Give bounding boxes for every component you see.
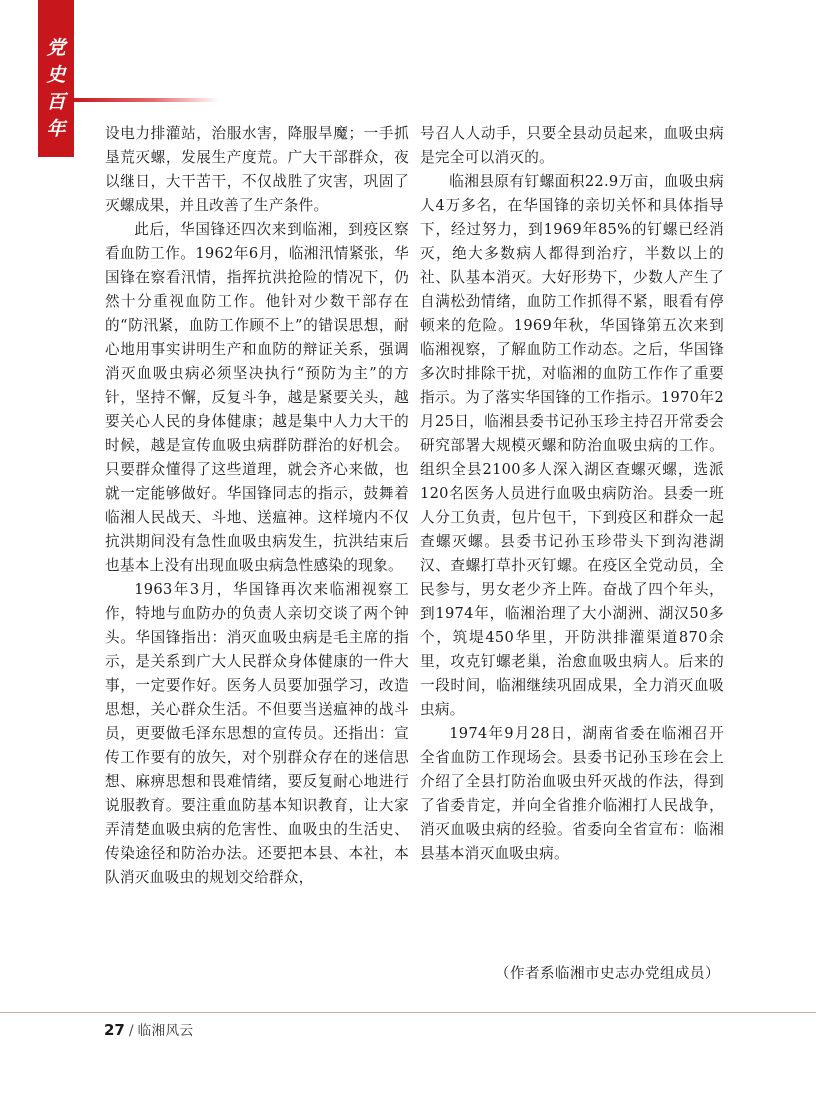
paragraph: 此后，华国锋还四次来到临湘，到疫区察看血防工作。1962年6月，临湘汛情紧张，华国锋在察看汛情，指挥抗洪抢险的情况下，仍然十分重视血防工作。他针对少数干部存在的“防汛紧，血防工作顾不上”的错误思想，耐心地用事实讲明生产和血防的辩证关系，强调消灭血吸虫病必须坚决执行“预防为主”的方针，坚持不懈，反复斗争，越是紧要关头，越要关心人民的身体健康；越是集中人力大干的时候，越是宣传血吸虫病群防群治的好机会。只要群众懂得了这些道理，就会齐心来做，也就一定能够做好。华国锋同志的指示，鼓舞着临湘人民战天、斗地、送瘟神。这样境内不仅抗洪期间没有急性血吸虫病发生，抗洪结束后也基本上没有出现血吸虫病急性感染的现象。 — [105, 221, 409, 574]
header-rule — [74, 98, 219, 102]
column-tag-char: 年 — [46, 118, 66, 140]
column-tag-char: 史 — [46, 64, 66, 86]
left-column — [105, 122, 409, 890]
paragraph: 1974年9月28日，湖南省委在临湘召开全省血防工作现场会。县委书记孙玉珍在会上介绍了全县打防治血吸虫歼灭战的作法，得到了省委肯定，并向全省推介临湘打人民战争，消灭血吸虫病的经验。省委向全省宣布：临湘县基本消灭血吸虫病。 — [420, 725, 724, 862]
paragraph: 1963年3月，华国锋再次来临湘视察工作，特地与血防办的负责人亲切交谈了两个钟头。华国锋指出：消灭血吸虫病是毛主席的指示，是关系到广大人民群众身体健康的一件大事，一定要作好。医务人员要加强学习，改造思想，关心群众生活。不但要当送瘟神的战斗员，更要做毛泽东思想的宣传员。还指出：宣传工作要有的放矢，对个别群众存在的迷信思想、麻痹思想和畏难情绪，要反复耐心地进行说服教育。要注重血防基本知识教育，让大家弄清楚血吸虫病的危害性、血吸虫的生活史、传染途径和防治办法。还要把本县、本社，本队消灭血吸虫的规划交给群众， — [105, 581, 409, 886]
magazine-name: 临湘风云 — [137, 1023, 194, 1039]
paragraph: 设电力排灌站，治服水害，降服旱魔；一手抓垦荒灭螺，发展生产度荒。广大干部群众，夜以继日，大干苦干，不仅战胜了灾害，巩固了灭螺成果，并且改善了生产条件。 — [105, 125, 409, 214]
column-tag-char: 百 — [46, 91, 66, 113]
author-note: （作者系临湘市史志办党组成员） — [495, 966, 720, 982]
column-tag — [38, 0, 74, 157]
column-tag-char: 党 — [46, 37, 66, 59]
page-number: 27 — [104, 1021, 125, 1039]
footer-rule — [0, 1012, 816, 1013]
right-column — [420, 122, 724, 866]
paragraph: 临湘县原有钉螺面积22.9万亩，血吸虫病人4万多名，在华国锋的亲切关怀和具体指导下，经过努力，到1969年85%的钉螺已经消灭，绝大多数病人都得到治疗，半数以上的社、队基本消灭。大好形势下，少数人产生了自满松劲情绪，血防工作抓得不紧，眼看有停顿来的危险。1969年秋，华国锋第五次来到临湘视察，了解血防工作动态。之后，华国锋多次时排除干扰，对临湘的血防工作作了重要指示。为了落实华国锋的工作指示。1970年2月25日，临湘县委书记孙玉珍主持召开常委会研究部署大规模灭螺和防治血吸虫病的工作。组织全县2100多人深入湖区查螺灭螺，选派120名医务人员进行血吸虫病防治。县委一班人分工负责，包片包干，下到疫区和群众一起查螺灭螺。县委书记孙玉珍带头下到沟港湖汉、查螺打草扑灭钉螺。在疫区全党动员，全民参与，男女老少齐上阵。奋战了四个年头，到1974年，临湘治理了大小湖洲、湖汉50多个，筑堤450华里，开防洪排灌渠道870余里，攻克钉螺老巢，治愈血吸虫病人。后来的一段时间，临湘继续巩固成果，全力消灭血吸虫病。 — [420, 173, 724, 718]
paragraph: 号召人人动手，只要全县动员起来，血吸虫病是完全可以消灭的。 — [420, 125, 724, 166]
page-footer — [104, 1019, 194, 1039]
footer-separator: / — [128, 1023, 134, 1039]
